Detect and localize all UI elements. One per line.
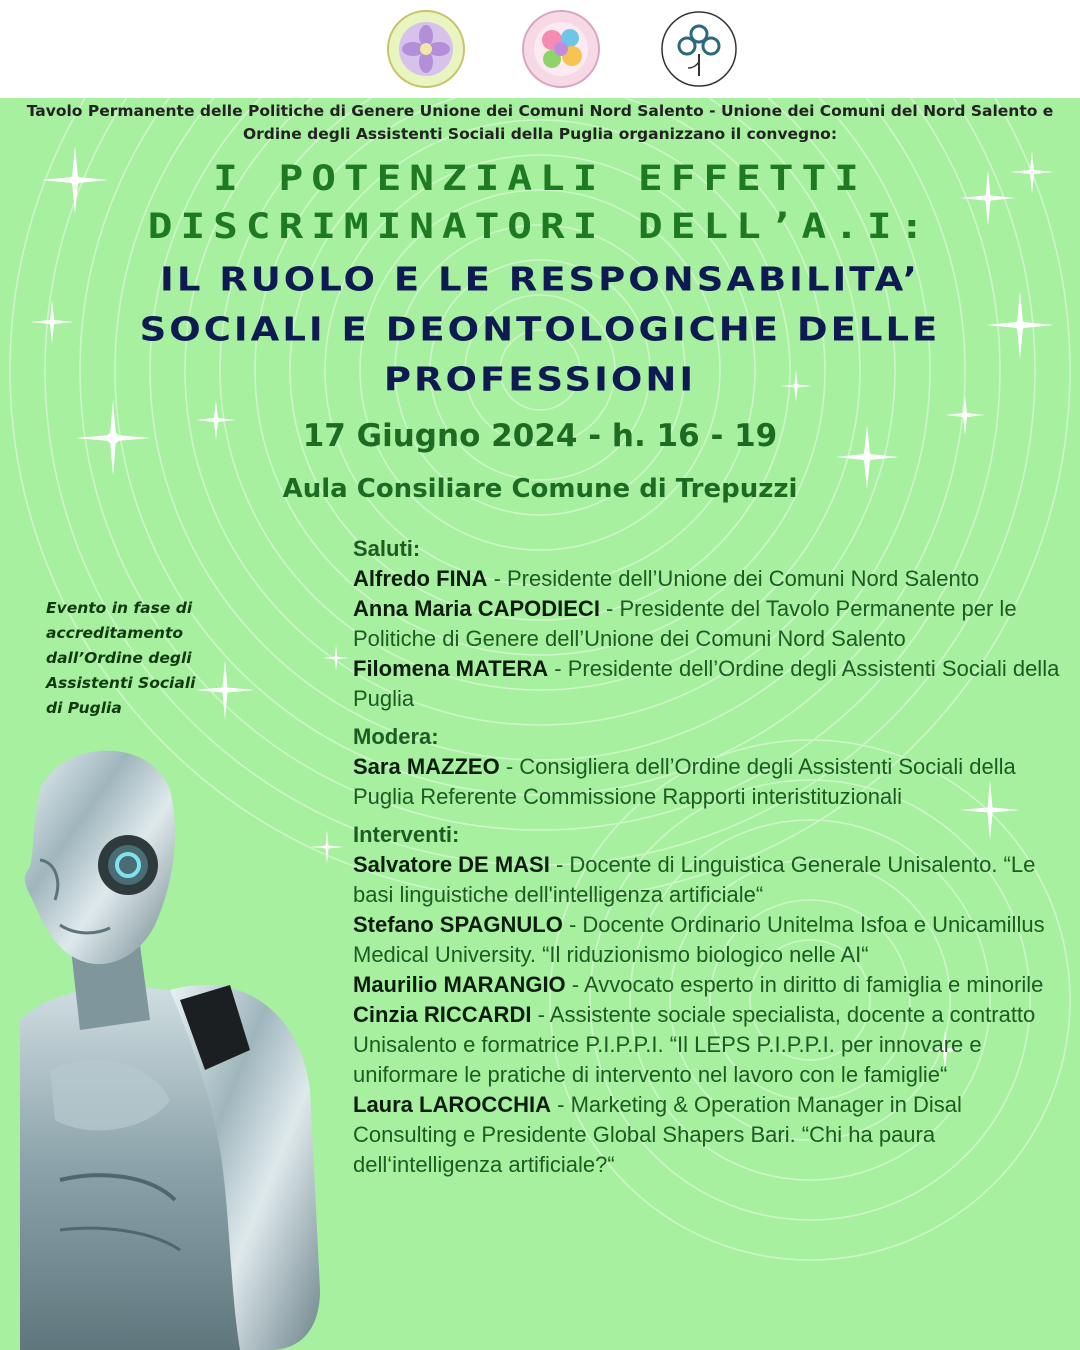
speaker-entry	[353, 910, 1065, 970]
speaker-name: Stefano SPAGNULO	[353, 912, 563, 937]
accreditation-line: dall’Ordine degli	[46, 649, 192, 667]
speaker-description: - Presidente dell’Unione dei Comuni Nord Salento	[487, 566, 980, 591]
unione-comuni-logo-icon	[387, 10, 465, 88]
logo-banner	[0, 0, 1080, 98]
speaker-name: Cinzia RICCARDI	[353, 1002, 532, 1027]
speaker-entry	[353, 1090, 1065, 1180]
speaker-entry	[353, 594, 1065, 654]
speaker-name: Maurilio MARANGIO	[353, 972, 566, 997]
speaker-entry	[353, 850, 1065, 910]
ordine-assistenti-sociali-logo-icon	[660, 10, 738, 88]
accreditation-line: accreditamento	[46, 624, 184, 642]
speaker-name: Alfredo FINA	[353, 566, 488, 591]
speaker-name: Laura LAROCCHIA	[353, 1092, 552, 1117]
speaker-name: Filomena MATERA	[353, 656, 549, 681]
speaker-description: - Presidente dell’Ordine degli Assistenti Sociali della Puglia	[353, 656, 1060, 711]
sparkle-star-icon	[323, 645, 349, 671]
organizers-intro	[0, 100, 1080, 146]
speaker-description: - Marketing & Operation Manager in Disal Consulting e Presidente Global Shapers Bari. “Chi ha paura dell‘intelligenza artificiale?“	[353, 1092, 962, 1177]
speaker-entry	[353, 654, 1065, 714]
program-section	[353, 534, 1065, 1180]
speaker-description: - Assistente sociale specialista, docente a contratto Unisalento e formatrice P.I.P.P.I. “Il LEPS P.I.P.P.I. per innovare e uniformare le pratiche di intervento nel lavoro con le famiglie“	[353, 1002, 1036, 1087]
title-line-1: I POTENZIALI EFFETTI	[213, 157, 867, 199]
speaker-entry	[353, 970, 1065, 1000]
subtitle-line-1: IL RUOLO E LE RESPONSABILITA’	[160, 260, 920, 299]
subtitle-line-2: SOCIALI E DEONTOLOGICHE DELLE	[139, 310, 941, 349]
speaker-description: - Avvocato esperto in diritto di famiglia e minorile	[565, 972, 1044, 997]
section-heading-saluti: Saluti:	[353, 536, 421, 561]
accreditation-line: Evento in fase di	[46, 599, 193, 617]
speaker-name: Salvatore DE MASI	[353, 852, 550, 877]
robot-illustration	[0, 730, 340, 1350]
section-heading-interventi: Interventi:	[353, 822, 460, 847]
speaker-description: - Docente di Linguistica Generale Unisalento. “Le basi linguistiche dell'intelligenza artificiale“	[353, 852, 1036, 907]
speaker-description: - Docente Ordinario Unitelma Isfoa e Unicamillus Medical University. “Il riduzionismo biologico nelle AI“	[353, 912, 1045, 967]
speaker-name: Sara MAZZEO	[353, 754, 500, 779]
tavolo-permanente-logo-icon	[522, 10, 600, 88]
speaker-name: Anna Maria CAPODIECI	[353, 596, 600, 621]
speaker-description: - Presidente del Tavolo Permanente per le Politiche di Genere dell’Unione dei Comuni Nord Salento	[353, 596, 1017, 651]
speaker-entry	[353, 752, 1065, 812]
accreditation-note	[46, 596, 216, 721]
accreditation-line: di Puglia	[46, 699, 122, 717]
speaker-entry	[353, 564, 1065, 594]
subtitle-line-3: PROFESSIONI	[383, 360, 697, 399]
organizers-intro-line: Tavolo Permanente delle Politiche di Genere Unione dei Comuni Nord Salento - Unione dei Comuni del Nord Salento e	[26, 102, 1054, 120]
title-line-2: DISCRIMINATORI DELL’A.I:	[147, 205, 933, 247]
speaker-entry	[353, 1000, 1065, 1090]
speaker-description: - Consigliera dell’Ordine degli Assistenti Sociali della Puglia Referente Commissione Rapporti interistituzionali	[353, 754, 1016, 809]
section-heading-modera: Modera:	[353, 724, 439, 749]
event-venue: Aula Consiliare Comune di Trepuzzi	[282, 474, 798, 504]
event-date: 17 Giugno 2024 - h. 16 - 19	[302, 418, 778, 454]
accreditation-line: Assistenti Sociali	[46, 674, 196, 692]
organizers-intro-line: Ordine degli Assistenti Sociali della Puglia organizzano il convegno:	[242, 125, 838, 143]
